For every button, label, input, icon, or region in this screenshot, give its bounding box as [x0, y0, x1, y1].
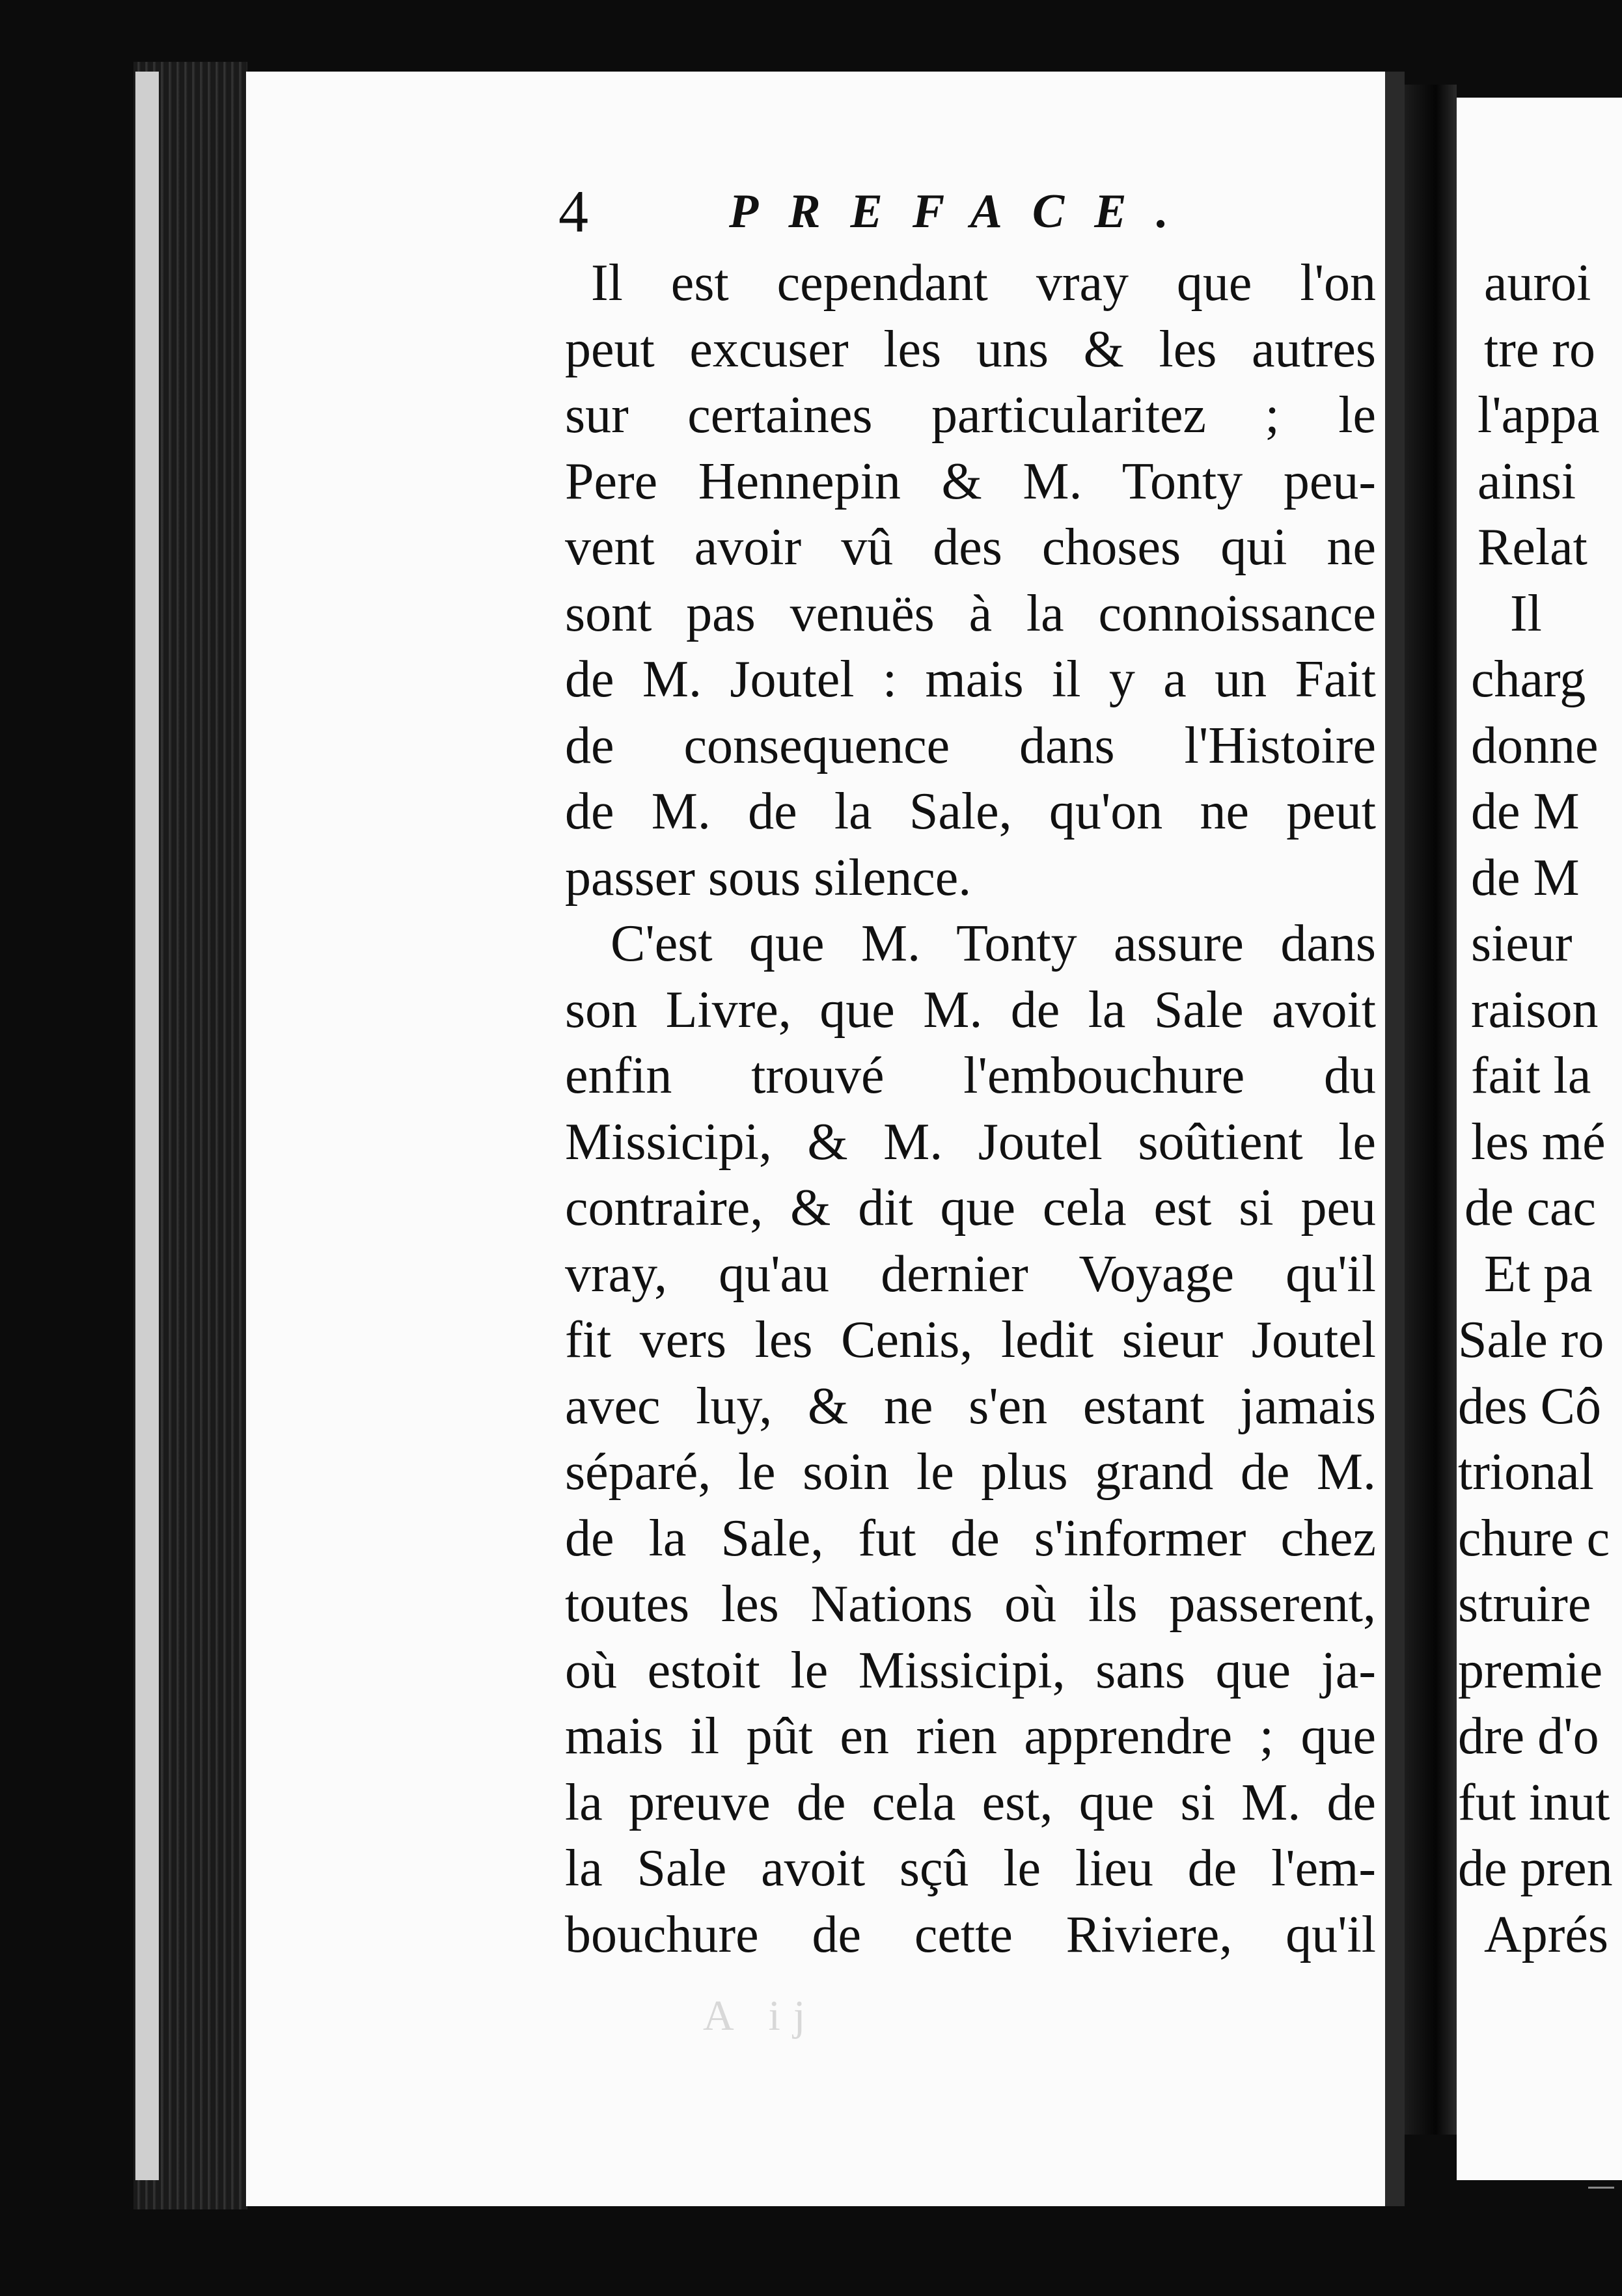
- text-line: auroi: [1484, 254, 1591, 312]
- text-line: premie: [1458, 1641, 1603, 1699]
- text-line: Et pa: [1484, 1245, 1593, 1303]
- text-line: de M: [1471, 783, 1580, 840]
- text-line: enfin trouvé l'embouchure du: [565, 1047, 1376, 1104]
- text-line: trional: [1458, 1443, 1594, 1501]
- text-line: C'est que M. Tonty assure dans: [611, 915, 1376, 972]
- text-line: sieur: [1471, 915, 1573, 972]
- text-line: fit vers les Cenis, ledit sieur Joutel: [565, 1311, 1376, 1369]
- text-line: Il est cependant vray que l'on: [591, 254, 1376, 312]
- text-line: contraire, & dit que cela est si peu: [565, 1179, 1376, 1237]
- text-line: son Livre, que M. de la Sale avoit: [565, 981, 1376, 1039]
- text-line: mais il pût en rien apprendre ; que: [565, 1708, 1376, 1765]
- signature-mark: A ij: [703, 1992, 819, 2040]
- text-line: raison: [1471, 981, 1599, 1039]
- text-line: la preuve de cela est, que si M. de: [565, 1773, 1376, 1831]
- text-line: dre d'o: [1458, 1708, 1599, 1765]
- book-gutter: [1405, 85, 1457, 2135]
- text-line: avec luy, & ne s'en estant jamais: [565, 1377, 1376, 1435]
- right-page-text: [1458, 251, 1622, 1968]
- text-line: Sale ro: [1458, 1311, 1604, 1369]
- page-mark: [1588, 2187, 1614, 2189]
- text-line: sont pas venuës à la connoissance: [565, 584, 1376, 642]
- text-line: passer sous silence.: [565, 849, 972, 907]
- text-line: de M. de la Sale, qu'on ne peut: [565, 783, 1376, 840]
- text-line: séparé, le soin le plus grand de M.: [565, 1443, 1376, 1501]
- page-edge: [135, 72, 159, 2180]
- text-line: bouchure de cette Riviere, qu'il: [565, 1906, 1376, 1963]
- running-head: PREFACE.: [729, 185, 1199, 238]
- text-line: de cac: [1464, 1179, 1597, 1237]
- text-line: struire: [1458, 1576, 1591, 1633]
- page-number: 4: [558, 178, 588, 245]
- text-line: donne: [1471, 717, 1599, 774]
- text-line: fait la: [1471, 1047, 1591, 1104]
- text-line: de consequence dans l'Histoire: [565, 717, 1376, 774]
- text-line: ainsi: [1478, 452, 1576, 510]
- text-line: chure c: [1458, 1509, 1610, 1567]
- text-line: des Cô: [1458, 1377, 1601, 1435]
- text-line: les mé: [1471, 1113, 1606, 1171]
- text-line: où estoit le Missicipi, sans que ja-: [565, 1641, 1376, 1699]
- text-line: Pere Hennepin & M. Tonty peu-: [565, 452, 1376, 510]
- text-line: de M: [1471, 849, 1580, 907]
- text-line: de la Sale, fut de s'informer chez: [565, 1509, 1376, 1567]
- text-line: de M. Joutel : mais il y a un Fait: [565, 651, 1376, 708]
- text-line: fut inut: [1458, 1773, 1610, 1831]
- text-line: vray, qu'au dernier Voyage qu'il: [565, 1245, 1376, 1303]
- text-line: charg: [1471, 651, 1586, 708]
- text-line: Aprés: [1484, 1906, 1609, 1963]
- text-line: Il: [1510, 584, 1542, 642]
- text-line: tre ro: [1484, 320, 1596, 378]
- page-header: [558, 176, 1242, 247]
- text-line: la Sale avoit sçû le lieu de l'em-: [565, 1840, 1376, 1897]
- text-line: vent avoir vû des choses qui ne: [565, 519, 1376, 576]
- text-line: sur certaines particularitez ; le: [565, 387, 1376, 444]
- text-line: Relat: [1478, 519, 1588, 576]
- text-line: Missicipi, & M. Joutel soûtient le: [565, 1113, 1376, 1171]
- left-page-text: [565, 251, 1376, 1968]
- text-line: peut excuser les uns & les autres: [565, 320, 1376, 378]
- text-line: de pren: [1458, 1840, 1613, 1897]
- text-line: l'appa: [1478, 387, 1600, 444]
- text-line: toutes les Nations où ils passerent,: [565, 1576, 1376, 1633]
